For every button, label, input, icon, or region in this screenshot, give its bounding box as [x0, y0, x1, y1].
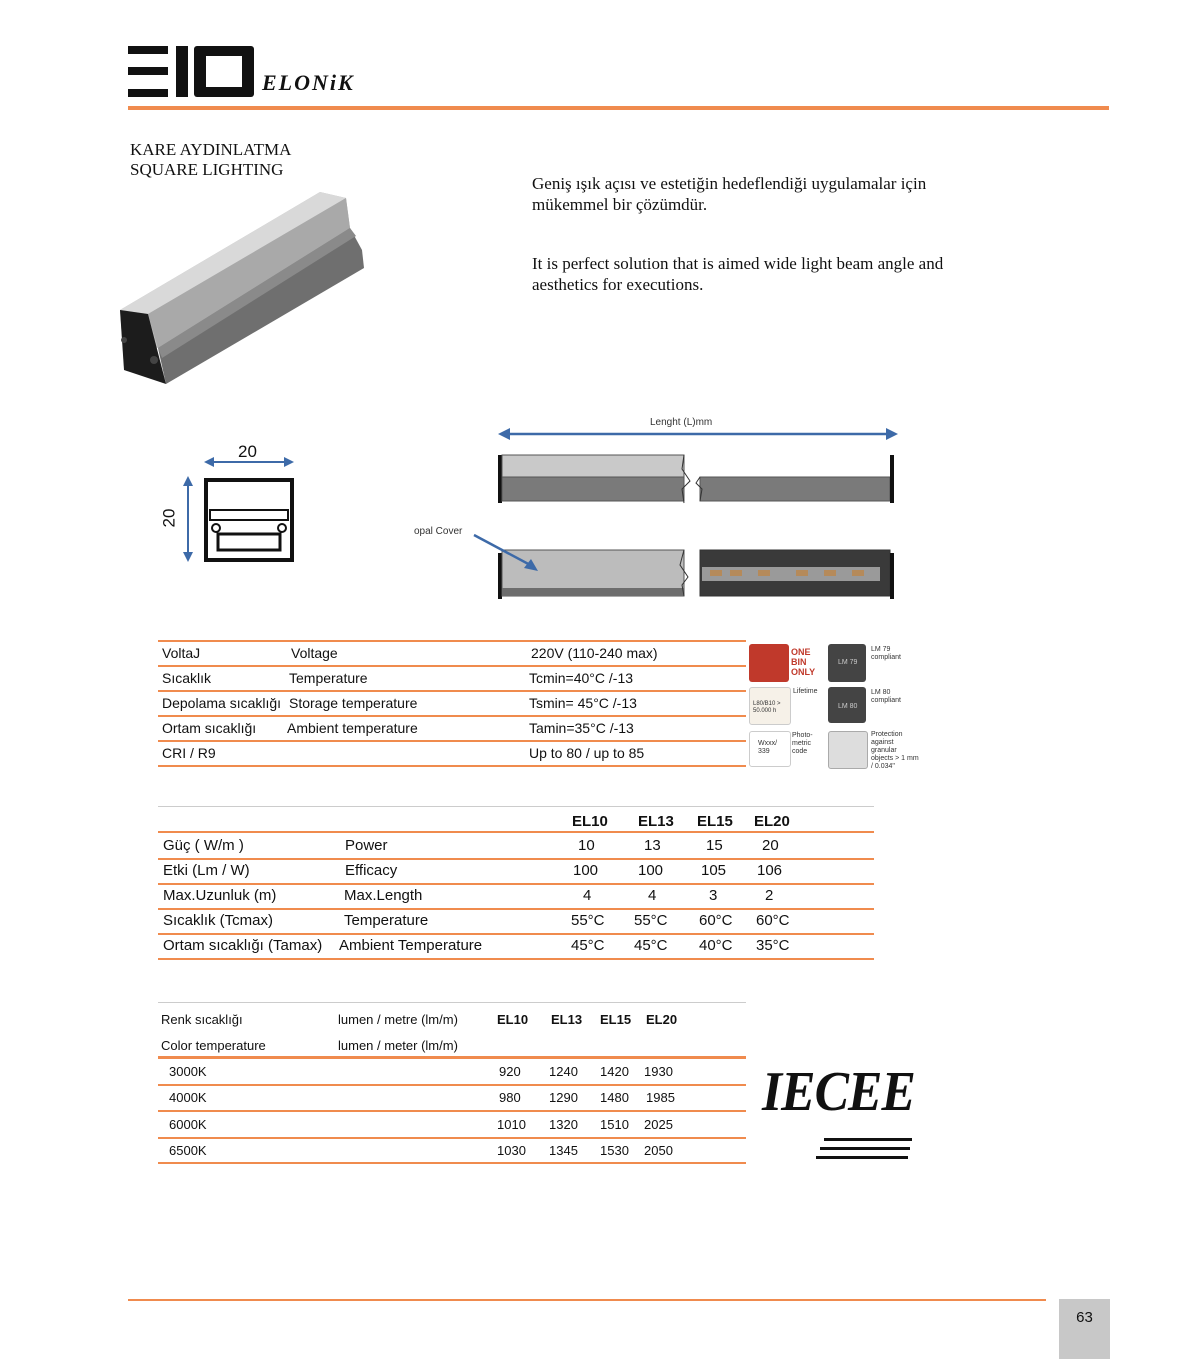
perf-tr: Etki (Lm / W) — [163, 862, 250, 879]
cover-label: opal Cover — [414, 526, 463, 537]
perf-tr: Max.Uzunluk (m) — [163, 887, 277, 904]
table-rule — [158, 1002, 746, 1003]
title-tr: KARE AYDINLATMA — [130, 140, 292, 159]
spec-value: Up to 80 / up to 85 — [529, 745, 645, 761]
perf-value: 45°C — [571, 937, 605, 954]
perf-value: 10 — [578, 837, 595, 854]
one-bin-label: ONE BIN ONLY — [791, 647, 816, 677]
brand-logo-text: ELONiK — [262, 70, 355, 95]
product-title — [130, 140, 291, 180]
table-rule — [158, 640, 746, 642]
perf-en: Power — [345, 837, 388, 854]
perf-value: 35°C — [756, 937, 790, 954]
table-rule — [158, 806, 874, 807]
lumen-value: 980 — [499, 1090, 521, 1105]
perf-value: 40°C — [699, 937, 733, 954]
product-description — [532, 173, 1002, 333]
model-header: EL10 — [572, 813, 608, 830]
perf-value: 15 — [706, 837, 723, 854]
color-temp: 6500K — [169, 1143, 207, 1158]
header-rule — [128, 106, 1109, 110]
table-rule — [158, 958, 874, 960]
lumen-value: 1930 — [644, 1064, 673, 1079]
lumen-value: 920 — [499, 1064, 521, 1079]
lm80-label: LM 80 compliant — [871, 689, 901, 704]
table-rule — [158, 883, 874, 885]
table-rule — [158, 690, 746, 692]
lumen-header-en: Color temperature — [161, 1038, 266, 1053]
lumen-value: 1290 — [549, 1090, 578, 1105]
perf-value: 3 — [709, 887, 718, 904]
perf-value: 100 — [638, 862, 664, 879]
table-rule — [158, 1056, 746, 1059]
photometric-code: Wxxx/ 339 — [758, 740, 778, 755]
table-rule — [158, 665, 746, 667]
perf-value: 105 — [701, 862, 727, 879]
spec-en: Storage temperature — [289, 695, 418, 711]
model-header: EL15 — [600, 1012, 632, 1027]
product-image — [118, 188, 368, 388]
model-header: EL15 — [697, 813, 733, 830]
perf-value: 60°C — [699, 912, 733, 929]
width-dimension: 20 — [238, 442, 257, 461]
spec-tr: Depolama sıcaklığı — [162, 695, 282, 711]
perf-value: 4 — [583, 887, 592, 904]
color-temp: 6000K — [169, 1117, 207, 1132]
perf-value: 20 — [762, 837, 779, 854]
lm80-icon-label: LM 80 — [838, 703, 858, 710]
table-rule — [158, 908, 874, 910]
protection-icon — [828, 731, 868, 769]
table-rule — [158, 715, 746, 717]
spec-en: Ambient temperature — [287, 720, 418, 736]
model-header: EL13 — [551, 1012, 583, 1027]
spec-tr: CRI / R9 — [162, 745, 216, 761]
perf-value: 60°C — [756, 912, 790, 929]
perf-value: 55°C — [571, 912, 605, 929]
lumen-value: 1345 — [549, 1143, 578, 1158]
lumen-value: 1320 — [549, 1117, 578, 1132]
lumen-unit-en: lumen / meter (lm/m) — [338, 1038, 458, 1053]
perf-value: 13 — [644, 837, 661, 854]
one-bin-icon — [749, 644, 789, 682]
lumen-unit-tr: lumen / metre (lm/m) — [338, 1012, 458, 1027]
performance-table — [158, 806, 874, 961]
model-header: EL10 — [497, 1012, 529, 1027]
perf-tr: Ortam sıcaklığı (Tamax) — [163, 937, 323, 954]
spec-en: Voltage — [291, 645, 338, 661]
length-label: Lenght (L)mm — [650, 417, 713, 428]
table-rule — [158, 1084, 746, 1086]
spec-tr: Ortam sıcaklığı — [162, 720, 257, 736]
lumen-table — [158, 1002, 746, 1167]
perf-en: Temperature — [344, 912, 429, 929]
lifetime-value: L80/B10 > 50.000 h — [753, 701, 781, 714]
iecee-lines — [816, 1136, 912, 1162]
table-rule — [158, 858, 874, 860]
footer-rule — [128, 1299, 1046, 1301]
lifetime-label: Lifetime — [793, 688, 818, 695]
perf-en: Efficacy — [345, 862, 398, 879]
color-temp: 4000K — [169, 1090, 207, 1105]
model-header: EL20 — [646, 1012, 678, 1027]
page-number: 63 — [1059, 1299, 1110, 1359]
table-rule — [158, 765, 746, 767]
lumen-value: 1530 — [600, 1143, 629, 1158]
length-drawing — [410, 425, 910, 605]
perf-value: 45°C — [634, 937, 668, 954]
spec-tr: VoltaJ — [162, 645, 201, 661]
iecee-logo: IECEE — [762, 1061, 915, 1123]
spec-tr: Sıcaklık — [162, 670, 212, 686]
model-header: EL20 — [754, 813, 790, 830]
lumen-header-tr: Renk sıcaklığı — [161, 1012, 243, 1027]
perf-value: 100 — [573, 862, 599, 879]
perf-value: 2 — [765, 887, 774, 904]
title-en: SQUARE LIGHTING — [130, 160, 284, 179]
table-rule — [158, 740, 746, 742]
description-tr: Geniş ışık açısı ve estetiğin hedeflendiği uygulamalar için mükemmel bir çözümdür. — [532, 174, 927, 214]
perf-en: Ambient Temperature — [339, 937, 483, 954]
lumen-value: 1510 — [600, 1117, 629, 1132]
spec-value: Tsmin= 45°C /-13 — [529, 695, 637, 711]
lumen-value: 1480 — [600, 1090, 629, 1105]
lumen-value: 2025 — [644, 1117, 673, 1132]
description-en: It is perfect solution that is aimed wide light beam angle and aesthetics for executions. — [532, 254, 944, 294]
spec-value: Tamin=35°C /-13 — [529, 720, 634, 736]
lumen-value: 1420 — [600, 1064, 629, 1079]
lumen-value: 1030 — [497, 1143, 526, 1158]
protection-label: Protection against granular objects > 1 mm / 0.034" — [871, 731, 919, 770]
perf-value: 106 — [757, 862, 783, 879]
lumen-value: 1010 — [497, 1117, 526, 1132]
spec-en: Temperature — [289, 670, 368, 686]
table-rule — [158, 831, 874, 833]
table-rule — [158, 1110, 746, 1112]
cross-section-drawing — [160, 440, 300, 570]
photometric-label: Photo-metric code — [792, 732, 813, 755]
perf-en: Max.Length — [344, 887, 423, 904]
lm79-label: LM 79 compliant — [871, 646, 901, 661]
table-rule — [158, 1137, 746, 1139]
perf-tr: Sıcaklık (Tcmax) — [163, 912, 274, 929]
lumen-value: 2050 — [644, 1143, 673, 1158]
perf-tr: Güç ( W/m ) — [163, 837, 244, 854]
height-dimension: 20 — [159, 508, 179, 528]
lumen-value: 1240 — [549, 1064, 578, 1079]
perf-value: 4 — [648, 887, 657, 904]
perf-value: 55°C — [634, 912, 668, 929]
model-header: EL13 — [638, 813, 674, 830]
spec-value: Tcmin=40°C /-13 — [529, 670, 634, 686]
spec-value: 220V (110-240 max) — [531, 645, 658, 661]
spec-table — [158, 640, 746, 770]
color-temp: 3000K — [169, 1064, 207, 1079]
lumen-value: 1985 — [646, 1090, 675, 1105]
lm79-icon-label: LM 79 — [838, 659, 858, 666]
table-rule — [158, 1162, 746, 1164]
brand-logo-mark — [128, 46, 258, 98]
table-rule — [158, 933, 874, 935]
